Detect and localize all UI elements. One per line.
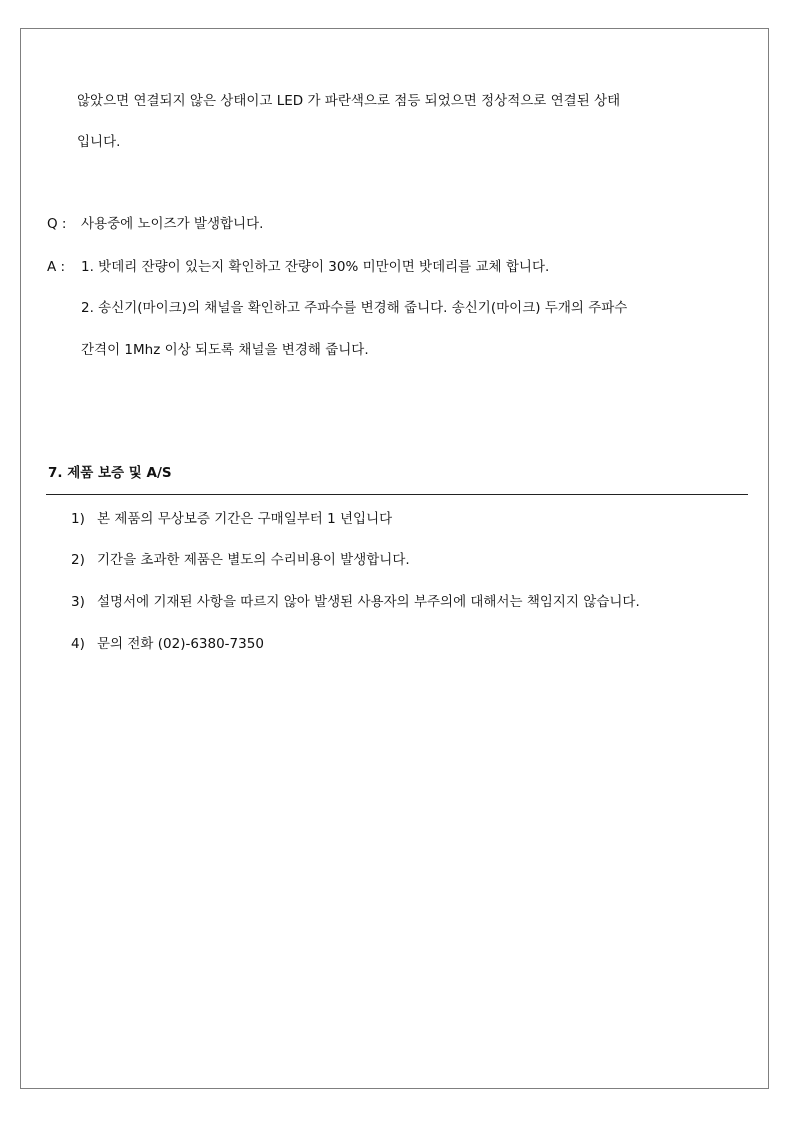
- answer-item-2-line-2: 간격이 1Mhz 이상 되도록 채널을 변경해 줍니다.: [81, 342, 369, 358]
- led-answer-line-1: 않았으면 연결되지 않은 상태이고 LED 가 파란색으로 점등 되었으면 정상적으로 연결된 상태: [77, 93, 621, 109]
- answer-item-1: 1. 밧데리 잔량이 있는지 확인하고 잔량이 30% 미만이면 밧데리를 교체 합니다.: [81, 259, 550, 275]
- warranty-item-1-text: 본 제품의 무상보증 기간은 구매일부터 1 년입니다: [97, 511, 393, 527]
- answer-prefix: A :: [47, 259, 66, 275]
- section-divider: [46, 494, 748, 495]
- warranty-item-3-text: 설명서에 기재된 사항을 따르지 않아 발생된 사용자의 부주의에 대해서는 책임지지 않습니다.: [97, 594, 640, 610]
- warranty-item-4-number: 4): [71, 636, 85, 652]
- warranty-item-3-number: 3): [71, 594, 85, 610]
- answer-item-2-line-1: 2. 송신기(마이크)의 채널을 확인하고 주파수를 변경해 줍니다. 송신기(마이크) 두개의 주파수: [81, 300, 628, 316]
- question-prefix: Q :: [47, 216, 67, 232]
- section-title-warranty: 7. 제품 보증 및 A/S: [48, 465, 172, 481]
- warranty-item-1-number: 1): [71, 511, 85, 527]
- warranty-item-4-text: 문의 전화 (02)-6380-7350: [97, 636, 264, 652]
- warranty-item-2-text: 기간을 초과한 제품은 별도의 수리비용이 발생합니다.: [97, 552, 410, 568]
- warranty-item-2-number: 2): [71, 552, 85, 568]
- question-text: 사용중에 노이즈가 발생합니다.: [81, 216, 264, 232]
- led-answer-line-2: 입니다.: [77, 134, 121, 150]
